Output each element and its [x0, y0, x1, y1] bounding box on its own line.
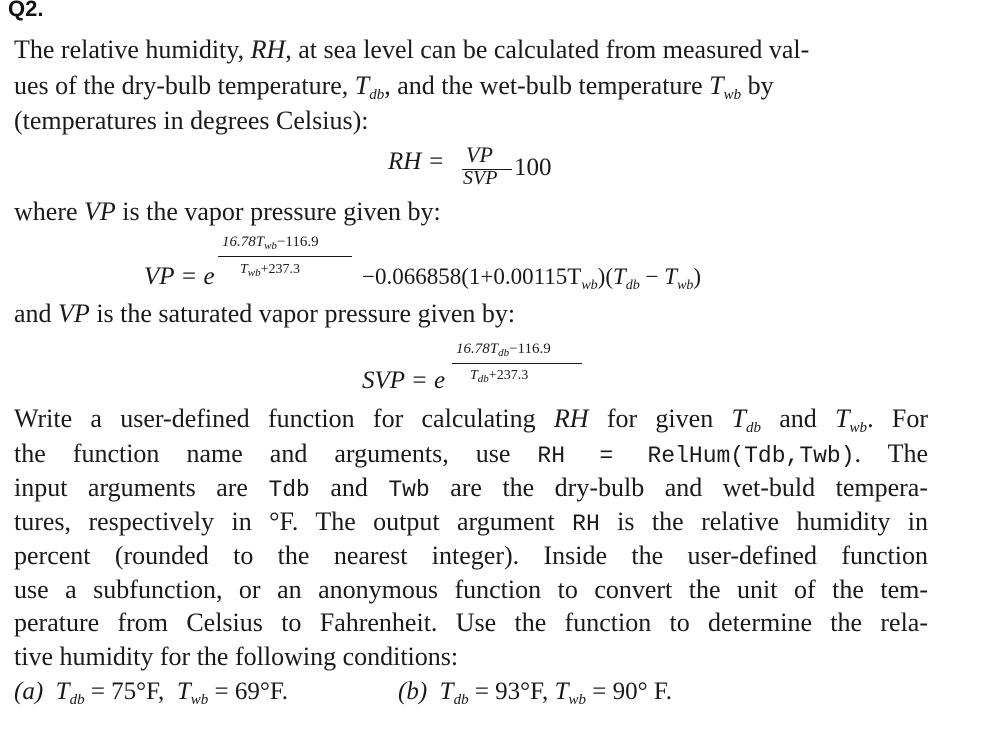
where-line: where VP is the vapor pressure given by:: [14, 197, 441, 226]
task-line-7: perature from Celsius to Fahrenheit. Use the function to determine the rela-: [14, 608, 928, 637]
task-line-6: use a subfunction, or an anonymous function to convert the unit of the tem-: [14, 575, 928, 604]
condition-b: (b) $T_{db} = 93^\circ F$, $T_{wb} = 90^\circ$ F.: [398, 678, 672, 708]
condition-a: (a) $T_{db} = 75^\circ F$, $T_{wb} = 69^\circ F$.: [14, 678, 288, 708]
svp-exponent-bar: [452, 363, 582, 364]
eq-rh-denominator: SVP: [463, 167, 498, 189]
task-line-3: input arguments are Tdb and Twb are the dry-bulb and wet-buld tempera-: [14, 473, 928, 503]
code-function-signature: RH = RelHum(Tdb,Twb): [537, 443, 855, 469]
eq-rh-numerator: VP: [466, 142, 493, 167]
vp-lhs: VP = e: [144, 263, 215, 290]
svp-exponent-numerator: $16.78T_{db}-116.9$: [456, 341, 551, 359]
intro-line-2: ues of the dry-bulb temperature, $T_{db}$, and the wet-bulb temperature $T_{wb}$ by: [14, 71, 774, 103]
task-line-1: Write a user-defined function for calculating RH for given $T_{db}$ and $T_{wb}$. For: [14, 404, 928, 436]
question-number: Q2.: [8, 0, 44, 21]
intro-line-1: The relative humidity, RH, at sea level can be calculated from measured val-: [14, 35, 810, 64]
vp-exponent-bar: [218, 256, 352, 257]
code-rh: RH: [572, 511, 600, 537]
intro-line-3: (temperatures in degrees Celsius):: [14, 106, 369, 135]
svp-lhs: SVP = e: [362, 367, 446, 394]
task-line-8: tive humidity for the following conditions:: [14, 642, 459, 671]
eq-rh-factor: 100: [514, 154, 552, 181]
vp-exponent-denominator: $T_{wb}+237.3$: [240, 262, 301, 279]
eq-rh-lhs: RH =: [388, 148, 445, 175]
code-tdb: Tdb: [268, 477, 310, 503]
svp-exponent-denominator: $T_{db}+237.3$: [470, 368, 529, 385]
task-line-4: tures, respectively in °F. The output argument RH is the relative humidity in: [14, 507, 928, 537]
code-twb: Twb: [388, 477, 430, 503]
vp-exponent-numerator: $16.78T_{wb}-116.9$: [222, 234, 319, 252]
vp-tail: $-0.066858(1+0.00115T_{wb})(T_{db} - T_{wb})$: [362, 264, 702, 293]
task-line-2: the function name and arguments, use RH = RelHum(Tdb,Twb). The: [14, 439, 929, 469]
task-line-5: percent (rounded to the nearest integer). Inside the user-defined function: [14, 541, 928, 570]
and-line: and VP is the saturated vapor pressure given by:: [14, 299, 516, 328]
